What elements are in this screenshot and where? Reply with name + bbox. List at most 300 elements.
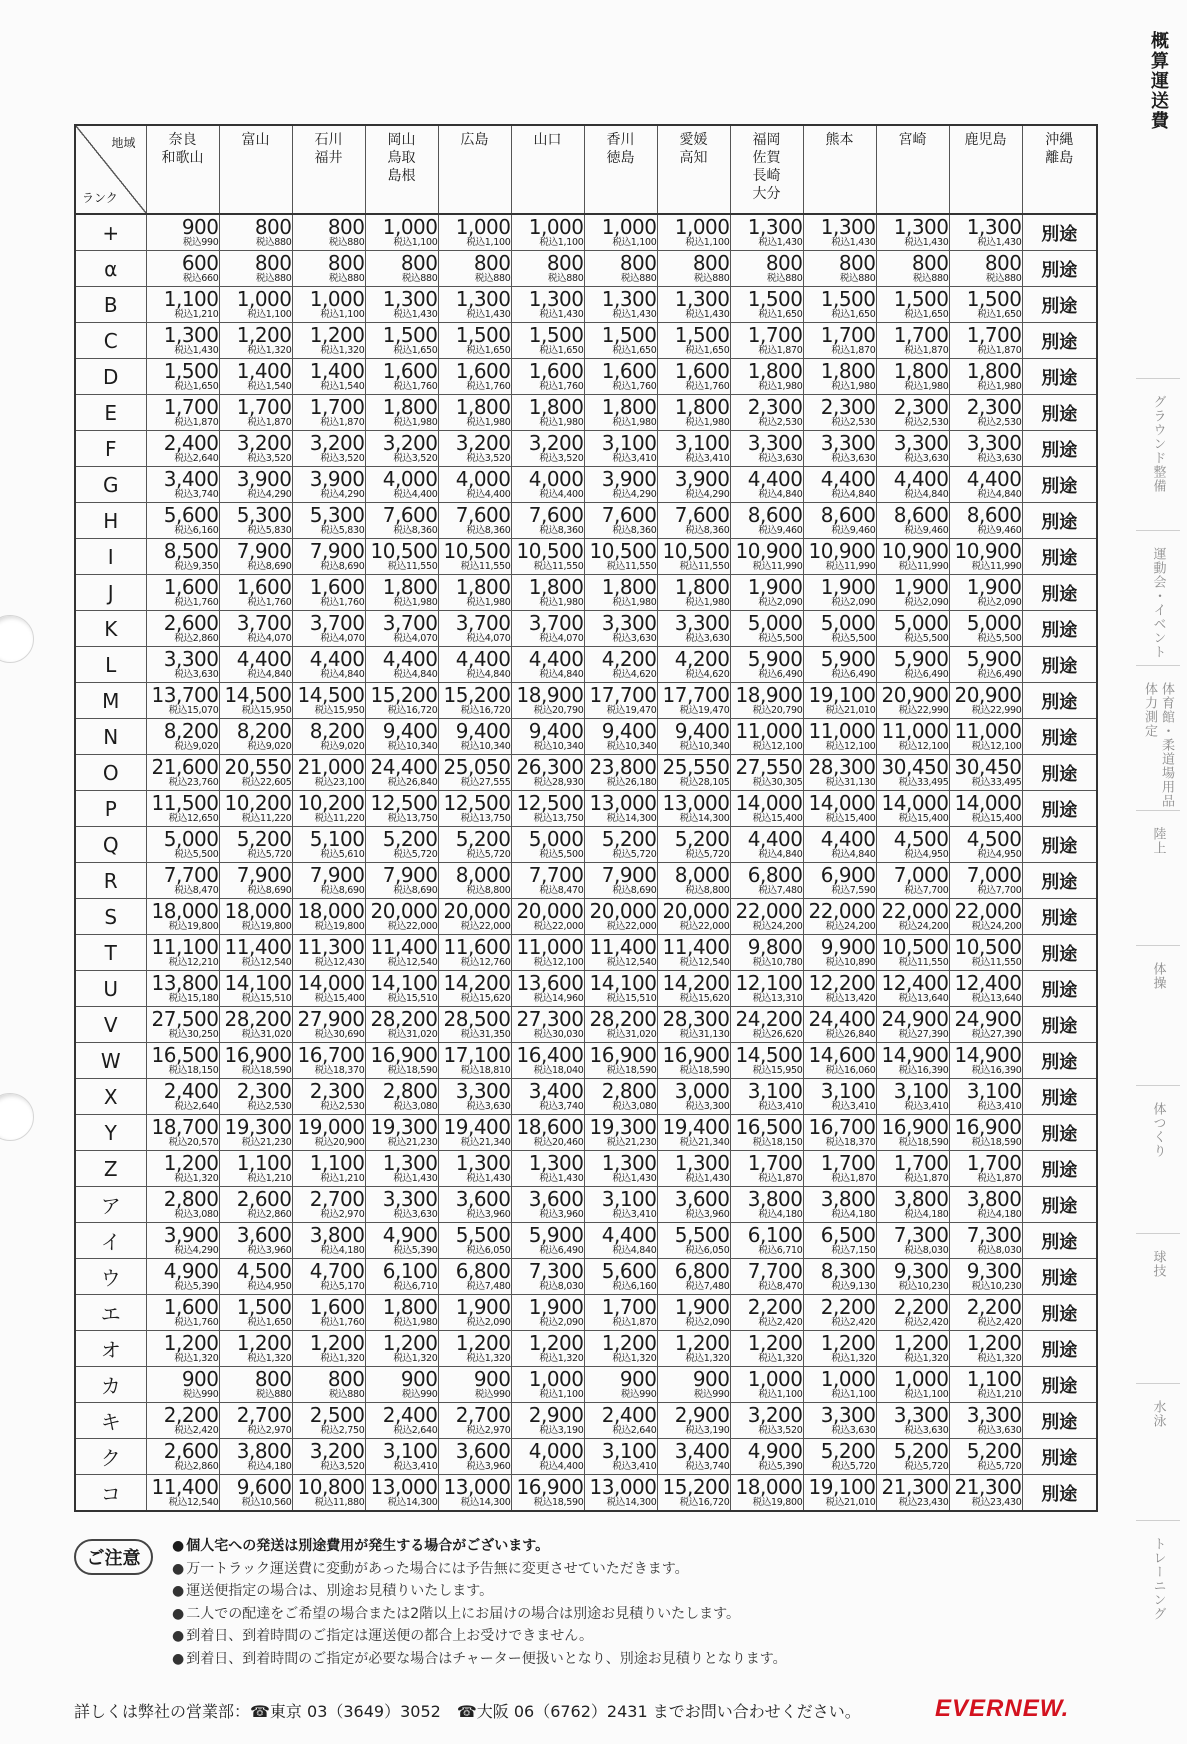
price-cell bbox=[511, 1439, 584, 1475]
price-value: 10,500 bbox=[370, 539, 438, 563]
price-cell bbox=[730, 1403, 803, 1439]
price-cell bbox=[876, 575, 949, 611]
table-header-row bbox=[75, 125, 1097, 214]
price-value: 24,400 bbox=[808, 1007, 876, 1031]
price-value: 1,500 bbox=[674, 323, 730, 347]
tax-included-value: 税込2,530 bbox=[247, 1101, 292, 1112]
price-value: 27,550 bbox=[735, 755, 803, 779]
price-cell bbox=[730, 863, 803, 899]
price-cell bbox=[876, 323, 949, 359]
tax-included-value: 税込8,690 bbox=[247, 885, 292, 896]
price-cell bbox=[584, 1007, 657, 1043]
price-value: 14,500 bbox=[735, 1043, 803, 1067]
price-cell bbox=[949, 323, 1022, 359]
price-value: 4,400 bbox=[528, 647, 584, 671]
separate-charge-cell: 別途 bbox=[1022, 287, 1097, 323]
price-value: 12,100 bbox=[735, 971, 803, 995]
tax-included-value: 税込7,480 bbox=[685, 1281, 730, 1292]
price-cell bbox=[584, 1151, 657, 1187]
region-name: 佐賀 bbox=[752, 150, 781, 166]
tax-included-value: 税込1,870 bbox=[758, 345, 803, 356]
tax-included-value: 税込15,400 bbox=[314, 993, 365, 1004]
price-value: 5,000 bbox=[820, 611, 876, 635]
tax-included-value: 税込1,540 bbox=[247, 381, 292, 392]
price-value: 7,600 bbox=[455, 503, 511, 527]
tax-included-value: 税込15,180 bbox=[168, 993, 219, 1004]
tax-included-value: 税込12,100 bbox=[533, 957, 584, 968]
price-cell bbox=[511, 683, 584, 719]
price-cell bbox=[876, 1187, 949, 1223]
table-row bbox=[75, 1403, 1097, 1439]
price-cell bbox=[584, 755, 657, 791]
price-value: 7,600 bbox=[601, 503, 657, 527]
tax-included-value: 税込18,150 bbox=[168, 1065, 219, 1076]
region-column-header bbox=[730, 125, 803, 214]
tax-included-value: 税込1,210 bbox=[247, 1173, 292, 1184]
price-cell bbox=[511, 214, 584, 251]
tax-included-value: 税込12,540 bbox=[606, 957, 657, 968]
price-value: 15,200 bbox=[662, 1475, 730, 1499]
price-value: 1,800 bbox=[455, 395, 511, 419]
price-cell bbox=[146, 1295, 219, 1331]
price-value: 3,000 bbox=[674, 1079, 730, 1103]
tax-included-value: 税込8,030 bbox=[539, 1281, 584, 1292]
price-value: 7,000 bbox=[893, 863, 949, 887]
tax-included-value: 税込1,650 bbox=[758, 309, 803, 320]
price-value: 2,700 bbox=[455, 1403, 511, 1427]
price-value: 8,200 bbox=[163, 719, 219, 743]
price-value: 18,600 bbox=[516, 1115, 584, 1139]
price-cell bbox=[803, 1115, 876, 1151]
tax-included-value: 税込4,400 bbox=[539, 489, 584, 500]
price-value: 28,300 bbox=[662, 1007, 730, 1031]
price-cell bbox=[730, 503, 803, 539]
price-cell bbox=[219, 1439, 292, 1475]
price-cell bbox=[511, 1475, 584, 1512]
tax-included-value: 税込1,650 bbox=[247, 1317, 292, 1328]
price-cell bbox=[365, 1007, 438, 1043]
price-cell bbox=[803, 1043, 876, 1079]
rank-cell: S bbox=[75, 899, 146, 935]
price-value: 1,200 bbox=[163, 1331, 219, 1355]
tax-included-value: 税込10,780 bbox=[752, 957, 803, 968]
price-value: 1,000 bbox=[893, 1367, 949, 1391]
price-value: 7,900 bbox=[309, 539, 365, 563]
tax-included-value: 税込5,390 bbox=[758, 1461, 803, 1472]
price-value: 1,100 bbox=[163, 287, 219, 311]
price-value: 1,300 bbox=[893, 215, 949, 239]
price-value: 1,000 bbox=[674, 215, 730, 239]
price-value: 1,800 bbox=[382, 395, 438, 419]
tax-included-value: 税込1,210 bbox=[174, 309, 219, 320]
tax-included-value: 税込1,430 bbox=[466, 309, 511, 320]
price-value: 3,700 bbox=[382, 611, 438, 635]
price-cell bbox=[657, 791, 730, 827]
price-cell bbox=[803, 755, 876, 791]
price-cell bbox=[219, 1223, 292, 1259]
price-value: 14,000 bbox=[881, 791, 949, 815]
price-cell bbox=[949, 214, 1022, 251]
price-value: 28,200 bbox=[224, 1007, 292, 1031]
price-cell bbox=[292, 323, 365, 359]
table-row bbox=[75, 827, 1097, 863]
tax-included-value: 税込8,360 bbox=[612, 525, 657, 536]
price-cell bbox=[292, 863, 365, 899]
tax-included-value: 税込990 bbox=[182, 237, 219, 248]
table-row bbox=[75, 1259, 1097, 1295]
tax-included-value: 税込880 bbox=[328, 237, 365, 248]
rank-cell: ウ bbox=[75, 1259, 146, 1295]
region-name: 長崎 bbox=[752, 168, 781, 184]
price-cell bbox=[876, 1295, 949, 1331]
side-tab-item bbox=[1136, 1520, 1180, 1737]
tax-included-value: 税込1,650 bbox=[393, 345, 438, 356]
price-cell bbox=[511, 791, 584, 827]
price-value: 1,200 bbox=[309, 323, 365, 347]
price-value: 1,000 bbox=[601, 215, 657, 239]
price-cell bbox=[584, 1331, 657, 1367]
tax-included-value: 税込12,760 bbox=[460, 957, 511, 968]
tax-included-value: 税込3,630 bbox=[904, 453, 949, 464]
rank-cell: M bbox=[75, 683, 146, 719]
price-value: 5,000 bbox=[528, 827, 584, 851]
rank-cell: U bbox=[75, 971, 146, 1007]
price-cell bbox=[730, 1439, 803, 1475]
price-value: 4,900 bbox=[163, 1259, 219, 1283]
tax-included-value: 税込2,420 bbox=[831, 1317, 876, 1328]
price-value: 1,200 bbox=[893, 1331, 949, 1355]
price-cell bbox=[949, 395, 1022, 431]
tax-included-value: 税込4,840 bbox=[393, 669, 438, 680]
price-cell bbox=[949, 1295, 1022, 1331]
price-value: 18,900 bbox=[735, 683, 803, 707]
price-value: 21,600 bbox=[151, 755, 219, 779]
price-value: 6,500 bbox=[820, 1223, 876, 1247]
price-cell bbox=[584, 611, 657, 647]
tax-included-value: 税込24,200 bbox=[971, 921, 1022, 932]
tax-included-value: 税込14,300 bbox=[606, 813, 657, 824]
separate-charge-cell: 別途 bbox=[1022, 539, 1097, 575]
rank-cell: Q bbox=[75, 827, 146, 863]
price-cell bbox=[584, 467, 657, 503]
price-value: 20,000 bbox=[516, 899, 584, 923]
price-cell bbox=[803, 467, 876, 503]
price-cell bbox=[511, 467, 584, 503]
region-column-header bbox=[876, 125, 949, 214]
price-value: 12,500 bbox=[516, 791, 584, 815]
price-cell bbox=[365, 1151, 438, 1187]
tax-included-value: 税込5,500 bbox=[831, 633, 876, 644]
price-value: 900 bbox=[473, 1367, 511, 1391]
tax-included-value: 税込9,460 bbox=[904, 525, 949, 536]
tax-included-value: 税込1,760 bbox=[247, 597, 292, 608]
price-value: 24,400 bbox=[370, 755, 438, 779]
tax-included-value: 税込3,630 bbox=[758, 453, 803, 464]
side-tab-item bbox=[1136, 1085, 1180, 1247]
tax-included-value: 税込4,840 bbox=[539, 669, 584, 680]
price-cell bbox=[657, 1079, 730, 1115]
price-cell bbox=[146, 251, 219, 287]
price-value: 1,200 bbox=[747, 1331, 803, 1355]
tax-included-value: 税込10,230 bbox=[898, 1281, 949, 1292]
tax-included-value: 税込1,760 bbox=[320, 597, 365, 608]
price-cell bbox=[146, 647, 219, 683]
price-value: 14,000 bbox=[297, 971, 365, 995]
price-cell bbox=[438, 1295, 511, 1331]
rank-cell: X bbox=[75, 1079, 146, 1115]
price-cell bbox=[730, 1187, 803, 1223]
price-cell bbox=[292, 683, 365, 719]
rank-cell: オ bbox=[75, 1331, 146, 1367]
tax-included-value: 税込10,340 bbox=[387, 741, 438, 752]
price-cell bbox=[803, 1331, 876, 1367]
table-row bbox=[75, 611, 1097, 647]
price-cell bbox=[876, 251, 949, 287]
price-cell bbox=[438, 1259, 511, 1295]
price-value: 19,000 bbox=[297, 1115, 365, 1139]
price-value: 10,500 bbox=[443, 539, 511, 563]
tax-included-value: 税込990 bbox=[182, 1389, 219, 1400]
price-cell bbox=[949, 287, 1022, 323]
price-cell bbox=[657, 395, 730, 431]
separate-charge-cell: 別途 bbox=[1022, 1439, 1097, 1475]
price-cell bbox=[657, 1043, 730, 1079]
price-value: 1,500 bbox=[820, 287, 876, 311]
tax-included-value: 税込1,760 bbox=[466, 381, 511, 392]
separate-charge-cell: 別途 bbox=[1022, 1223, 1097, 1259]
price-cell bbox=[876, 503, 949, 539]
price-cell bbox=[146, 359, 219, 395]
price-value: 6,800 bbox=[674, 1259, 730, 1283]
price-cell bbox=[365, 323, 438, 359]
price-value: 19,300 bbox=[370, 1115, 438, 1139]
price-value: 1,400 bbox=[236, 359, 292, 383]
price-cell bbox=[584, 1367, 657, 1403]
price-cell bbox=[438, 791, 511, 827]
price-cell bbox=[730, 1043, 803, 1079]
tax-included-value: 税込3,410 bbox=[977, 1101, 1022, 1112]
tax-included-value: 税込1,650 bbox=[539, 345, 584, 356]
punch-hole-top bbox=[0, 615, 34, 663]
price-value: 14,200 bbox=[662, 971, 730, 995]
price-cell bbox=[949, 827, 1022, 863]
price-value: 3,900 bbox=[163, 1223, 219, 1247]
side-title-char: 運 bbox=[1151, 71, 1169, 92]
price-value: 5,000 bbox=[893, 611, 949, 635]
rank-cell: ア bbox=[75, 1187, 146, 1223]
tax-included-value: 税込11,550 bbox=[679, 561, 730, 572]
tax-included-value: 税込3,960 bbox=[466, 1461, 511, 1472]
notes-badge: ご注意 bbox=[74, 1539, 153, 1575]
price-cell bbox=[949, 539, 1022, 575]
price-cell bbox=[584, 971, 657, 1007]
tax-included-value: 税込18,810 bbox=[460, 1065, 511, 1076]
table-row bbox=[75, 1475, 1097, 1512]
price-value: 4,700 bbox=[309, 1259, 365, 1283]
price-value: 3,600 bbox=[455, 1187, 511, 1211]
separate-charge-cell: 別途 bbox=[1022, 1367, 1097, 1403]
rank-cell: F bbox=[75, 431, 146, 467]
price-cell bbox=[292, 467, 365, 503]
price-cell bbox=[292, 1331, 365, 1367]
tax-included-value: 税込880 bbox=[839, 273, 876, 284]
price-value: 1,300 bbox=[382, 287, 438, 311]
price-cell bbox=[146, 1475, 219, 1512]
region-name: 和歌山 bbox=[161, 150, 204, 166]
price-value: 3,300 bbox=[163, 647, 219, 671]
price-cell bbox=[219, 1115, 292, 1151]
tax-included-value: 税込1,870 bbox=[612, 1317, 657, 1328]
tax-included-value: 税込1,980 bbox=[393, 1317, 438, 1328]
separate-charge-cell: 別途 bbox=[1022, 1259, 1097, 1295]
price-cell bbox=[657, 575, 730, 611]
price-value: 2,400 bbox=[601, 1403, 657, 1427]
tax-included-value: 税込8,360 bbox=[393, 525, 438, 536]
price-cell bbox=[146, 935, 219, 971]
price-cell bbox=[657, 1439, 730, 1475]
price-cell bbox=[292, 1115, 365, 1151]
price-cell bbox=[876, 863, 949, 899]
tax-included-value: 税込8,800 bbox=[466, 885, 511, 896]
price-cell bbox=[803, 214, 876, 251]
price-value: 1,700 bbox=[820, 1151, 876, 1175]
price-value: 800 bbox=[692, 251, 730, 275]
tax-included-value: 税込1,430 bbox=[539, 1173, 584, 1184]
tax-included-value: 税込3,410 bbox=[904, 1101, 949, 1112]
price-cell bbox=[876, 1007, 949, 1043]
price-value: 1,800 bbox=[893, 359, 949, 383]
tax-included-value: 税込4,620 bbox=[612, 669, 657, 680]
tax-included-value: 税込4,950 bbox=[904, 849, 949, 860]
tax-included-value: 税込2,090 bbox=[685, 1317, 730, 1328]
tax-included-value: 税込6,050 bbox=[685, 1245, 730, 1256]
price-cell bbox=[803, 971, 876, 1007]
tax-included-value: 税込10,230 bbox=[971, 1281, 1022, 1292]
tax-included-value: 税込21,230 bbox=[241, 1137, 292, 1148]
price-cell bbox=[584, 1439, 657, 1475]
table-row bbox=[75, 251, 1097, 287]
price-cell bbox=[438, 1403, 511, 1439]
price-cell bbox=[438, 863, 511, 899]
table-row bbox=[75, 899, 1097, 935]
tax-included-value: 税込2,090 bbox=[539, 1317, 584, 1328]
price-value: 15,200 bbox=[443, 683, 511, 707]
price-value: 16,900 bbox=[224, 1043, 292, 1067]
tax-included-value: 税込2,530 bbox=[977, 417, 1022, 428]
price-value: 800 bbox=[619, 251, 657, 275]
price-cell bbox=[803, 287, 876, 323]
tax-included-value: 税込1,430 bbox=[612, 309, 657, 320]
price-value: 1,300 bbox=[966, 215, 1022, 239]
region-name: 沖縄 bbox=[1045, 132, 1074, 148]
region-name: 大分 bbox=[752, 186, 781, 202]
tax-included-value: 税込5,720 bbox=[612, 849, 657, 860]
tax-included-value: 税込5,720 bbox=[831, 1461, 876, 1472]
tax-included-value: 税込5,390 bbox=[174, 1281, 219, 1292]
price-value: 18,000 bbox=[297, 899, 365, 923]
price-cell bbox=[511, 899, 584, 935]
tax-included-value: 税込5,500 bbox=[539, 849, 584, 860]
tax-included-value: 税込18,590 bbox=[971, 1137, 1022, 1148]
region-column-header bbox=[657, 125, 730, 214]
price-value: 1,700 bbox=[747, 323, 803, 347]
tax-included-value: 税込1,760 bbox=[393, 381, 438, 392]
price-value: 6,100 bbox=[382, 1259, 438, 1283]
price-cell bbox=[803, 1151, 876, 1187]
tax-included-value: 税込22,990 bbox=[898, 705, 949, 716]
price-cell bbox=[657, 323, 730, 359]
table-row bbox=[75, 791, 1097, 827]
price-value: 4,900 bbox=[747, 1439, 803, 1463]
tax-included-value: 税込1,320 bbox=[466, 1353, 511, 1364]
tax-included-value: 税込22,990 bbox=[971, 705, 1022, 716]
tax-included-value: 税込26,620 bbox=[752, 1029, 803, 1040]
price-cell bbox=[511, 359, 584, 395]
side-tab-item bbox=[1136, 1383, 1180, 1535]
tax-included-value: 税込3,630 bbox=[466, 1101, 511, 1112]
price-value: 9,400 bbox=[528, 719, 584, 743]
tax-included-value: 税込1,210 bbox=[320, 1173, 365, 1184]
tax-included-value: 税込1,980 bbox=[466, 417, 511, 428]
tax-included-value: 税込15,400 bbox=[971, 813, 1022, 824]
tax-included-value: 税込8,690 bbox=[320, 885, 365, 896]
table-row bbox=[75, 539, 1097, 575]
tax-included-value: 税込12,100 bbox=[898, 741, 949, 752]
price-value: 4,200 bbox=[674, 647, 730, 671]
price-value: 3,300 bbox=[455, 1079, 511, 1103]
price-value: 7,900 bbox=[309, 863, 365, 887]
price-cell bbox=[803, 935, 876, 971]
rank-cell: C bbox=[75, 323, 146, 359]
tax-included-value: 税込16,390 bbox=[898, 1065, 949, 1076]
price-cell bbox=[730, 359, 803, 395]
price-value: 11,000 bbox=[881, 719, 949, 743]
tax-included-value: 税込19,800 bbox=[314, 921, 365, 932]
price-value: 5,900 bbox=[528, 1223, 584, 1247]
price-cell bbox=[803, 431, 876, 467]
price-value: 4,400 bbox=[820, 827, 876, 851]
tax-included-value: 税込5,720 bbox=[247, 849, 292, 860]
rank-cell: コ bbox=[75, 1475, 146, 1512]
price-value: 1,200 bbox=[309, 1331, 365, 1355]
price-value: 3,800 bbox=[966, 1187, 1022, 1211]
price-value: 3,300 bbox=[966, 431, 1022, 455]
table-row bbox=[75, 683, 1097, 719]
price-value: 30,450 bbox=[881, 755, 949, 779]
table-row bbox=[75, 1367, 1097, 1403]
price-cell bbox=[146, 575, 219, 611]
price-value: 5,300 bbox=[236, 503, 292, 527]
price-value: 1,700 bbox=[966, 1151, 1022, 1175]
price-cell bbox=[365, 719, 438, 755]
tax-included-value: 税込1,760 bbox=[539, 381, 584, 392]
price-cell bbox=[657, 1331, 730, 1367]
price-cell bbox=[657, 539, 730, 575]
price-value: 1,700 bbox=[893, 1151, 949, 1175]
tax-included-value: 税込11,550 bbox=[898, 957, 949, 968]
rank-cell: D bbox=[75, 359, 146, 395]
price-cell bbox=[657, 287, 730, 323]
price-cell bbox=[146, 1007, 219, 1043]
tax-included-value: 税込4,840 bbox=[466, 669, 511, 680]
table-row bbox=[75, 863, 1097, 899]
price-value: 800 bbox=[327, 251, 365, 275]
tax-included-value: 税込4,070 bbox=[320, 633, 365, 644]
price-cell bbox=[949, 575, 1022, 611]
price-value: 1,800 bbox=[966, 359, 1022, 383]
price-cell bbox=[949, 791, 1022, 827]
price-cell bbox=[949, 719, 1022, 755]
